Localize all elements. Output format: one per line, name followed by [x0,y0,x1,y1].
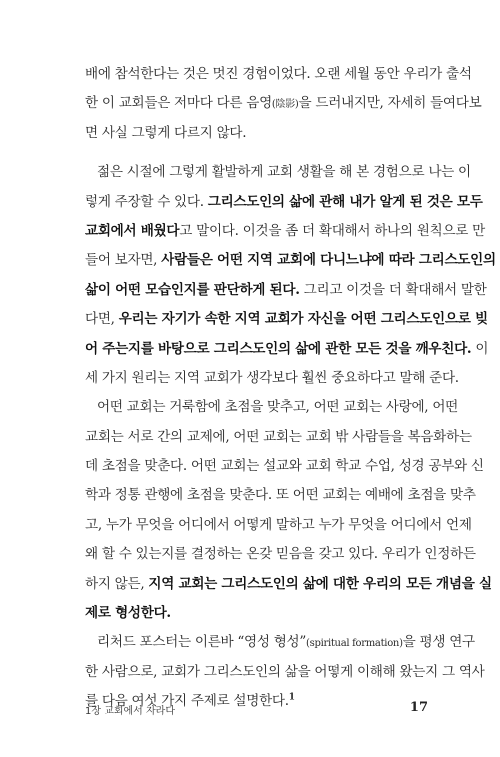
footnote-mark: 1 [288,692,295,703]
text-span: 세 가지 원리는 지역 교회가 생각보다 훨씬 중요하다고 말해 준다. [85,369,459,386]
text-span: 한 사람으로, 교회가 그리스도인의 삶을 어떻게 이해해 왔는지 그 역사 [85,663,485,680]
text-span: 면 사실 그렇게 다르지 않다. [85,124,247,141]
text-line [85,628,475,657]
text-line [85,217,485,246]
text-line [85,393,458,422]
emphasis-text: 삶이 어떤 모습인지를 판단하게 된다. [85,281,300,298]
text-line [85,481,476,510]
page-number: 17 [409,700,428,715]
paragraph-gap [85,148,428,158]
text-span: 고, 누가 무엇을 어디에서 어떻게 말하고 누가 무엇을 어디에서 언제 [85,516,472,533]
running-head: 1장 교회에서 자라다 [85,706,175,717]
emphasis-text: 우리는 자기가 속한 지역 교회가 자신을 어떤 그리스도인으로 빚 [118,311,488,328]
text-line [85,89,482,118]
emphasis-text: 그리스도인의 삶에 관해 내가 알게 된 것은 모두 [207,193,483,210]
text-span: 데 초점을 맞춘다. 어떤 교회는 설교와 교회 학교 수업, 성경 공부와 신 [85,458,484,475]
text-line [85,276,487,305]
text-line [85,119,428,148]
text-span: 고 말이다. 이것을 좀 더 확대해서 하나의 원칙으로 만 [179,222,485,239]
text-span: 이 [471,340,489,357]
text-line [85,335,489,364]
text-line [85,658,485,687]
text-line [85,246,496,275]
text-span: 하지 않든, [85,575,149,592]
text-span: 을 평생 연구 [402,634,475,651]
text-line [85,540,476,569]
text-line [85,364,459,393]
text-line [85,599,428,628]
text-span: 교회는 서로 간의 교제에, 어떤 교회는 교회 밖 사람들을 복음화하는 [85,428,472,445]
text-span: (spiritual formation) [306,638,403,650]
text-span: 학과 정통 관행에 초점을 맞춘다. 또 어떤 교회는 예배에 초점을 맞추 [85,487,476,504]
emphasis-text: 교회에서 배웠다 [85,222,180,239]
text-span: 다면, [85,311,119,328]
page-footer [85,700,428,720]
text-line [85,60,472,89]
body-text [85,60,496,717]
text-span: 젊은 시절에 그렇게 활발하게 교회 생활을 해 본 경험으로 나는 이 [97,164,471,181]
text-span: 들어 보자면, [85,252,162,269]
text-span: 를 다음 여섯 가지 주제로 설명한다. [85,693,289,710]
text-line [85,158,471,187]
text-span: 한 이 교회들은 저마다 다른 음영 [85,95,272,112]
emphasis-text: 어 주는지를 바탕으로 그리스도인의 삶에 관한 모든 것을 깨우친다. [85,340,472,357]
text-line [85,452,484,481]
text-span: 리처드 포스터는 이른바 “영성 형성” [97,634,307,651]
text-line [85,423,472,452]
text-span: 왜 할 수 있는지를 결정하는 온갖 믿음을 갖고 있다. 우리가 인정하든 [85,546,476,563]
text-span: 을 드러내지만, 자세히 들여다보 [298,95,482,112]
text-span: 어떤 교회는 거룩함에 초점을 맞추고, 어떤 교회는 사랑에, 어떤 [97,399,458,416]
text-span: 렇게 주장할 수 있다. [85,193,208,210]
text-line [85,511,472,540]
emphasis-text: 제로 형성한다. [85,605,171,622]
text-line [85,188,483,217]
text-line [85,305,488,334]
text-line [85,570,492,599]
text-span: (陰影) [271,99,299,111]
text-span: 배에 참석한다는 것은 멋진 경험이었다. 오랜 세월 동안 우리가 출석 [85,66,472,82]
text-span: 그리고 이것을 더 확대해서 말한 [299,281,487,298]
emphasis-text: 지역 교회는 그리스도인의 삶에 대한 우리의 모든 개념을 실 [148,575,492,592]
emphasis-text: 사람들은 어떤 지역 교회에 다니느냐에 따라 그리스도인의 [161,252,496,269]
